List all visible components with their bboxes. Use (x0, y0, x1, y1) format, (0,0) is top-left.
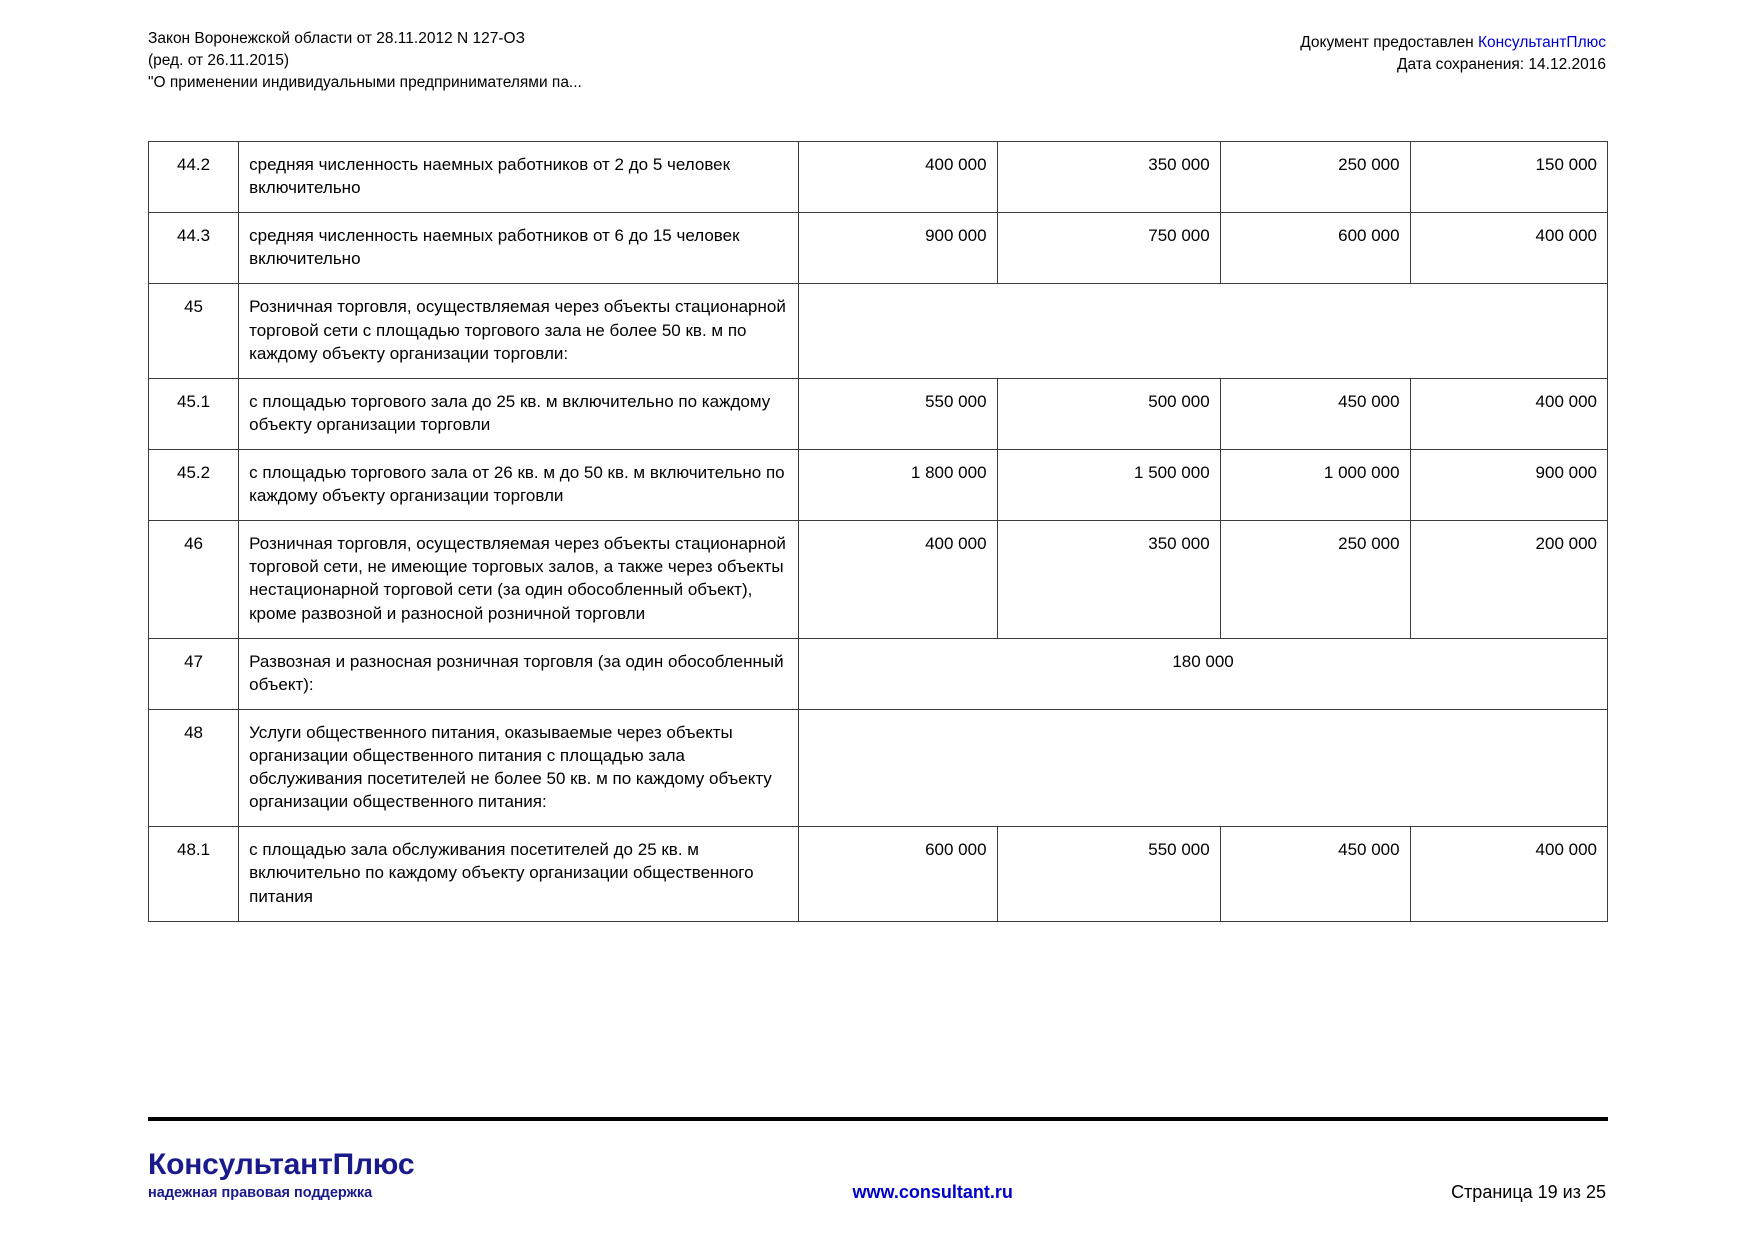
row-description: средняя численность наемных работников от 2 до 5 человек включительно (239, 142, 799, 213)
row-value-4: 900 000 (1410, 449, 1607, 520)
row-value-1: 600 000 (799, 827, 997, 921)
row-values-empty (799, 709, 1608, 826)
header-saved-date: Дата сохранения: 14.12.2016 (1397, 56, 1606, 73)
row-value-3: 250 000 (1220, 521, 1410, 638)
row-description: с площадью торгового зала до 25 кв. м включительно по каждому объекту организации торговли (239, 378, 799, 449)
row-value-1: 550 000 (799, 378, 997, 449)
row-number: 45.2 (149, 449, 239, 520)
row-description: Услуги общественного питания, оказываемые через объекты организации общественного питания с площадью зала обслуживания посетителей не более 50 кв. м по каждому объекту организации общественного питания: (239, 709, 799, 826)
row-number: 48.1 (149, 827, 239, 921)
header-title-line-3: "О применении индивидуальными предпринимателями па... (148, 74, 582, 91)
footer-page-number: Страница 19 из 25 (1451, 1182, 1606, 1202)
row-value-3: 450 000 (1220, 378, 1410, 449)
footer-brand-tagline: надежная правовая поддержка (148, 1185, 373, 1201)
row-number: 45.1 (149, 378, 239, 449)
table-row (149, 378, 1608, 449)
footer-site-link[interactable]: www.consultant.ru (852, 1182, 1013, 1202)
provided-by-label: Документ предоставлен (1300, 34, 1478, 51)
row-value-4: 400 000 (1410, 827, 1607, 921)
row-description: Розничная торговля, осуществляемая через объекты стационарной торговой сети с площадью торгового зала не более 50 кв. м по каждому объекту организации торговли: (239, 284, 799, 378)
row-number: 44.3 (149, 213, 239, 284)
table-row (149, 142, 1608, 213)
row-description: средняя численность наемных работников от 6 до 15 человек включительно (239, 213, 799, 284)
row-description: с площадью зала обслуживания посетителей до 25 кв. м включительно по каждому объекту организации общественного питания (239, 827, 799, 921)
row-values-empty (799, 284, 1608, 378)
table-row (149, 213, 1608, 284)
row-description: Развозная и разносная розничная торговля (за один обособленный объект): (239, 638, 799, 709)
row-value-1: 1 800 000 (799, 449, 997, 520)
table-row (149, 827, 1608, 921)
footer-divider (148, 1117, 1608, 1121)
table-row (149, 449, 1608, 520)
row-value-1: 900 000 (799, 213, 997, 284)
row-value-2: 1 500 000 (997, 449, 1220, 520)
row-description: Розничная торговля, осуществляемая через объекты стационарной торговой сети, не имеющие торговых залов, а также через объекты нестационарной торговой сети (за один обособленный объект), кроме развозной и разносной розничной торговли (239, 521, 799, 638)
row-value-2: 500 000 (997, 378, 1220, 449)
row-value-3: 600 000 (1220, 213, 1410, 284)
row-value-3: 1 000 000 (1220, 449, 1410, 520)
row-number: 46 (149, 521, 239, 638)
table-row (149, 521, 1608, 638)
row-value-4: 200 000 (1410, 521, 1607, 638)
document-footer (0, 1150, 1754, 1220)
document-header (0, 0, 1754, 100)
row-value-2: 550 000 (997, 827, 1220, 921)
row-value-3: 450 000 (1220, 827, 1410, 921)
row-value-merged: 180 000 (799, 638, 1608, 709)
header-provider-info (1300, 28, 1606, 76)
row-number: 47 (149, 638, 239, 709)
tariff-table-container (148, 141, 1608, 922)
row-value-4: 400 000 (1410, 378, 1607, 449)
row-value-2: 350 000 (997, 142, 1220, 213)
table-row (149, 638, 1608, 709)
header-title-line-1: Закон Воронежской области от 28.11.2012 N 127-ОЗ (148, 30, 525, 47)
row-value-3: 250 000 (1220, 142, 1410, 213)
row-number: 44.2 (149, 142, 239, 213)
tariff-table-body (149, 142, 1608, 922)
row-value-4: 150 000 (1410, 142, 1607, 213)
row-description: с площадью торгового зала от 26 кв. м до 50 кв. м включительно по каждому объекту организации торговли (239, 449, 799, 520)
row-value-4: 400 000 (1410, 213, 1607, 284)
header-provided-by (1300, 32, 1606, 54)
row-number: 45 (149, 284, 239, 378)
row-number: 48 (149, 709, 239, 826)
footer-brand (148, 1150, 414, 1201)
row-value-1: 400 000 (799, 521, 997, 638)
row-value-2: 750 000 (997, 213, 1220, 284)
header-title-line-2: (ред. от 26.11.2015) (148, 52, 289, 69)
table-row (149, 284, 1608, 378)
row-value-2: 350 000 (997, 521, 1220, 638)
footer-brand-name: КонсультантПлюс (148, 1148, 415, 1181)
tariff-table (148, 141, 1608, 922)
header-document-title (148, 28, 582, 94)
provider-link[interactable]: КонсультантПлюс (1477, 34, 1606, 51)
table-row (149, 709, 1608, 826)
row-value-1: 400 000 (799, 142, 997, 213)
